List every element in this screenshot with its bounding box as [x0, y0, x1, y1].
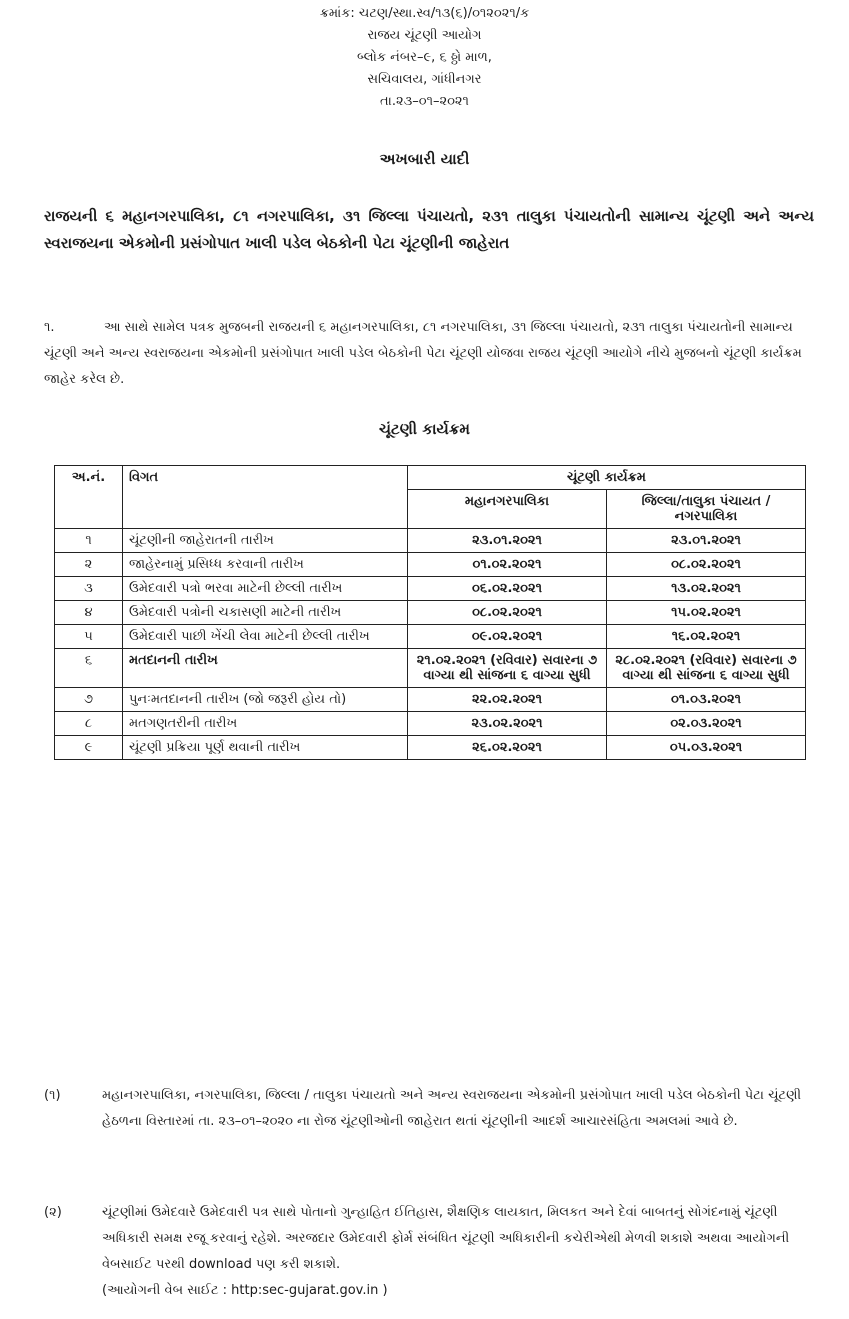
row-number: ૪ [55, 601, 123, 625]
table-row [55, 736, 806, 760]
schedule-body [55, 529, 806, 760]
table-row [55, 529, 806, 553]
row-number: ૭ [55, 688, 123, 712]
office-block: બ્લોક નંબર–૯, ૬ ઠ્ઠો માળ, [357, 50, 492, 65]
col-header-municipal: મહાનગરપાલિકા [408, 490, 607, 529]
reference-number: ક્રમાંક: ચટણ/સ્થા.સ્વ/૧૩(૬)/૦૧૨૦૨૧/ક [319, 6, 530, 21]
row-number: ૮ [55, 712, 123, 736]
letter-header [0, 3, 849, 113]
row-number: ૩ [55, 577, 123, 601]
office-name: રાજય ચૂંટણી આયોગ [367, 28, 482, 43]
note-1 [44, 1083, 819, 1135]
row-detail: પુનઃમતદાનની તારીખ (જો જરૂરી હોય તો) [123, 688, 408, 712]
col-header-no: અ.નં. [55, 466, 123, 529]
letter-date: તા.૨૩–૦૧–૨૦૨૧ [380, 94, 469, 109]
row-district-date: ૧૬.૦૨.૨૦૨૧ [607, 625, 806, 649]
table-row [55, 577, 806, 601]
col-header-detail: વિગત [123, 466, 408, 529]
row-detail: ઉમેદવારી પાછી ખેંચી લેવા માટેની છેલ્લી તારીખ [123, 625, 408, 649]
row-district-date: ૦૫.૦૩.૨૦૨૧ [607, 736, 806, 760]
table-row [55, 553, 806, 577]
table-row [55, 688, 806, 712]
row-district-date: ૨૮.૦૨.૨૦૨૧ (રવિવાર) સવારના ૭ વાગ્યા થી સાંજના ૬ વાગ્યા સુધી [607, 649, 806, 688]
col-header-program: ચૂંટણી કાર્યક્રમ [408, 466, 806, 490]
note-number: (૧) [44, 1088, 61, 1103]
row-detail: મતદાનની તારીખ [123, 649, 408, 688]
row-detail: જાહેરનામું પ્રસિધ્ધ કરવાની તારીખ [123, 553, 408, 577]
row-district-date: ૨૩.૦૧.૨૦૨૧ [607, 529, 806, 553]
row-number: ૧ [55, 529, 123, 553]
row-municipal-date: ૨૩.૦૧.૨૦૨૧ [408, 529, 607, 553]
website-line: (આયોગની વેબ સાઈટ : http:sec-gujarat.gov.in ) [102, 1283, 388, 1298]
row-detail: ચૂંટણી પ્રક્રિયા પૂર્ણ થવાની તારીખ [123, 736, 408, 760]
table-row [55, 601, 806, 625]
paragraph-number: ૧. [44, 320, 55, 335]
row-number: ૯ [55, 736, 123, 760]
row-municipal-date: ૨૩.૦૨.૨૦૨૧ [408, 712, 607, 736]
note-text: મહાનગરપાલિકા, નગરપાલિકા, જિલ્લા / તાલુકા પંચાયતો અને અન્ય સ્વરાજયના એકમોની પ્રસંગોપાત ખાલી પડેલ બેઠકોની પેટા ચૂંટણી હેઠળના વિસ્તારમાં તા. ૨૩–૦૧–૨૦૨૦ ના રોજ ચૂંટણીઓની જાહેરાત થતાં ચૂંટણીની આદર્શ આચારસંહિતા અમલમાં આવે છે. [102, 1088, 802, 1129]
row-detail: ચૂંટણીની જાહેરાતની તારીખ [123, 529, 408, 553]
schedule-title: ચૂંટણી કાર્યક્રમ [378, 420, 471, 438]
paragraph-text: આ સાથે સામેલ પત્રક મુજબની રાજયની ૬ મહાનગરપાલિકા, ૮૧ નગરપાલિકા, ૩૧ જિલ્લા પંચાયતો, ૨૩૧ તાલુકા પંચાયતોની સામાન્ય ચૂંટણી અને અન્ય સ્વરાજયના એકમોની પ્રસંગોપાત ખાલી પડેલ બેઠકોની પેટા ચૂંટણી યોજવા રાજય ચૂંટણી આયોગે નીચે મુજબનો ચૂંટણી કાર્યક્રમ જાહેર કરેલ છે. [44, 320, 802, 387]
row-detail: ઉમેદવારી પત્રોની ચકાસણી માટેની તારીખ [123, 601, 408, 625]
note-2 [44, 1200, 819, 1304]
row-number: ૫ [55, 625, 123, 649]
table-row [55, 625, 806, 649]
row-municipal-date: ૦૮.૦૨.૨૦૨૧ [408, 601, 607, 625]
row-district-date: ૧૫.૦૨.૨૦૨૧ [607, 601, 806, 625]
row-municipal-date: ૦૧.૦૨.૨૦૨૧ [408, 553, 607, 577]
row-municipal-date: ૦૯.૦૨.૨૦૨૧ [408, 625, 607, 649]
row-municipal-date: ૨૨.૦૨.૨૦૨૧ [408, 688, 607, 712]
row-district-date: ૧૩.૦૨.૨૦૨૧ [607, 577, 806, 601]
row-number: ૬ [55, 649, 123, 688]
table-row [55, 649, 806, 688]
row-district-date: ૦૮.૦૨.૨૦૨૧ [607, 553, 806, 577]
note-text: ચૂંટણીમાં ઉમેદવારે ઉમેદવારી પત્ર સાથે પોતાનો ગુન્હાહિત ઈતિહાસ, શૈક્ષણિક લાયકાત, મિલકત અને દેવાં બાબતનું સોગંદનામું ચૂંટણી અધિકારી સમક્ષ રજૂ કરવાનું રહેશે. અરજદાર ઉમેદવારી ફોર્મ સંબંધિત ચૂંટણી અધિકારીની કચેરીએથી મેળવી શકાશે અથવા આયોગની વેબસાઈટ પરથી download પણ કરી શકાશે. [102, 1205, 790, 1272]
row-number: ૨ [55, 553, 123, 577]
page-title: અખબારી યાદી [379, 150, 470, 168]
paragraph-1 [44, 315, 814, 393]
row-municipal-date: ૦૬.૦૨.૨૦૨૧ [408, 577, 607, 601]
row-detail: મતગણતરીની તારીખ [123, 712, 408, 736]
note-number: (૨) [44, 1205, 62, 1220]
office-place: સચિવાલય, ગાંધીનગર [367, 72, 482, 87]
table-row [55, 712, 806, 736]
col-header-district: જિલ્લા/તાલુકા પંચાયત / નગરપાલિકા [607, 490, 806, 529]
row-district-date: ૦૧.૦૩.૨૦૨૧ [607, 688, 806, 712]
schedule-table [54, 465, 806, 760]
row-municipal-date: ૨૬.૦૨.૨૦૨૧ [408, 736, 607, 760]
subject-heading: રાજયની ૬ મહાનગરપાલિકા, ૮૧ નગરપાલિકા, ૩૧ જિલ્લા પંચાયતો, ૨૩૧ તાલુકા પંચાયતોની સામાન્ય ચૂંટણી અને અન્ય સ્વરાજયના એકમોની પ્રસંગોપાત ખાલી પડેલ બેઠકોની પેટા ચૂંટણીની જાહેરાત [44, 207, 814, 252]
row-municipal-date: ૨૧.૦૨.૨૦૨૧ (રવિવાર) સવારના ૭ વાગ્યા થી સાંજના ૬ વાગ્યા સુધી [408, 649, 607, 688]
row-district-date: ૦૨.૦૩.૨૦૨૧ [607, 712, 806, 736]
row-detail: ઉમેદવારી પત્રો ભરવા માટેની છેલ્લી તારીખ [123, 577, 408, 601]
